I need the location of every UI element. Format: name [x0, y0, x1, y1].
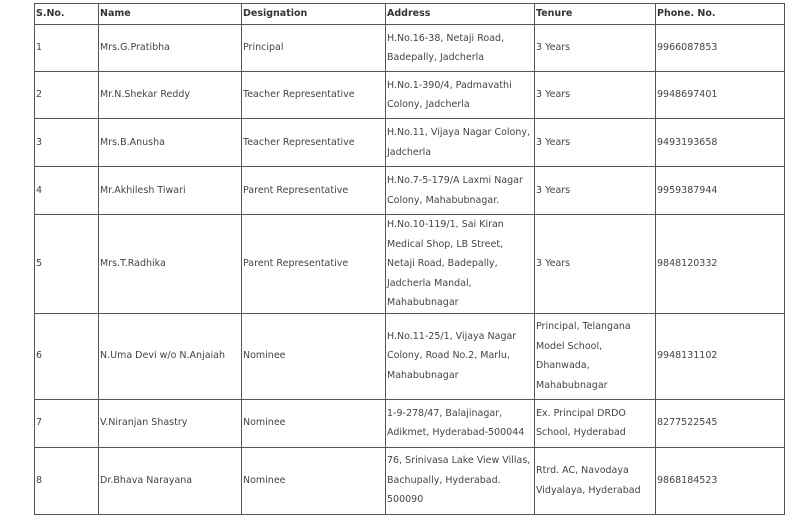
cell-address: H.No.1-390/4, Padmavathi Colony, Jadcherla	[386, 72, 535, 119]
cell-phone: 9966087853	[656, 25, 785, 72]
cell-name: Mrs.B.Anusha	[99, 119, 242, 167]
cell-address: H.No.7-5-179/A Laxmi Nagar Colony, Mahabubnagar.	[386, 167, 535, 215]
cell-tenure: 3 Years	[535, 25, 656, 72]
table-row	[35, 25, 785, 72]
cell-phone: 9959387944	[656, 167, 785, 215]
cell-sno: 2	[35, 72, 99, 119]
cell-designation: Principal	[242, 25, 386, 72]
cell-address: 1-9-278/47, Balajinagar, Adikmet, Hyderabad-500044	[386, 399, 535, 447]
cell-designation: Teacher Representative	[242, 119, 386, 167]
cell-designation: Nominee	[242, 313, 386, 399]
cell-sno: 1	[35, 25, 99, 72]
cell-tenure: Ex. Principal DRDO School, Hyderabad	[535, 399, 656, 447]
cell-address: H.No.11, Vijaya Nagar Colony, Jadcherla	[386, 119, 535, 167]
cell-phone: 9868184523	[656, 447, 785, 514]
col-header-designation: Designation	[242, 4, 386, 25]
cell-name: Mrs.T.Radhika	[99, 215, 242, 314]
col-header-tenure: Tenure	[535, 4, 656, 25]
cell-sno: 4	[35, 167, 99, 215]
cell-name: V.Niranjan Shastry	[99, 399, 242, 447]
cell-sno: 6	[35, 313, 99, 399]
cell-phone: 8277522545	[656, 399, 785, 447]
cell-designation: Nominee	[242, 399, 386, 447]
cell-tenure: Rtrd. AC, Navodaya Vidyalaya, Hyderabad	[535, 447, 656, 514]
table-row	[35, 72, 785, 119]
cell-phone: 9948697401	[656, 72, 785, 119]
cell-name: Mrs.G.Pratibha	[99, 25, 242, 72]
cell-designation: Teacher Representative	[242, 72, 386, 119]
cell-tenure: 3 Years	[535, 119, 656, 167]
table-row	[35, 399, 785, 447]
cell-designation: Parent Representative	[242, 215, 386, 314]
cell-sno: 3	[35, 119, 99, 167]
table-header-row	[35, 4, 785, 25]
cell-phone: 9493193658	[656, 119, 785, 167]
committee-table	[34, 3, 785, 515]
table-row	[35, 215, 785, 314]
cell-tenure: 3 Years	[535, 72, 656, 119]
table-row	[35, 167, 785, 215]
cell-sno: 8	[35, 447, 99, 514]
cell-sno: 7	[35, 399, 99, 447]
cell-tenure: 3 Years	[535, 215, 656, 314]
cell-tenure: 3 Years	[535, 167, 656, 215]
cell-designation: Parent Representative	[242, 167, 386, 215]
cell-name: N.Uma Devi w/o N.Anjaiah	[99, 313, 242, 399]
cell-address: 76, Srinivasa Lake View Villas, Bachupally, Hyderabad. 500090	[386, 447, 535, 514]
col-header-address: Address	[386, 4, 535, 25]
cell-name: Mr.Akhilesh Tiwari	[99, 167, 242, 215]
cell-name: Mr.N.Shekar Reddy	[99, 72, 242, 119]
table-row	[35, 313, 785, 399]
cell-designation: Nominee	[242, 447, 386, 514]
col-header-name: Name	[99, 4, 242, 25]
cell-tenure: Principal, Telangana Model School, Dhanwada, Mahabubnagar	[535, 313, 656, 399]
cell-address: H.No.10-119/1, Sai Kiran Medical Shop, LB Street, Netaji Road, Badepally, Jadcherla Mandal, Mahabubnagar	[386, 215, 535, 314]
table-row	[35, 119, 785, 167]
col-header-sno: S.No.	[35, 4, 99, 25]
cell-phone: 9948131102	[656, 313, 785, 399]
cell-sno: 5	[35, 215, 99, 314]
cell-address: H.No.16-38, Netaji Road, Badepally, Jadcherla	[386, 25, 535, 72]
cell-address: H.No.11-25/1, Vijaya Nagar Colony, Road No.2, Marlu, Mahabubnagar	[386, 313, 535, 399]
cell-phone: 9848120332	[656, 215, 785, 314]
table-row	[35, 447, 785, 514]
col-header-phone: Phone. No.	[656, 4, 785, 25]
cell-name: Dr.Bhava Narayana	[99, 447, 242, 514]
